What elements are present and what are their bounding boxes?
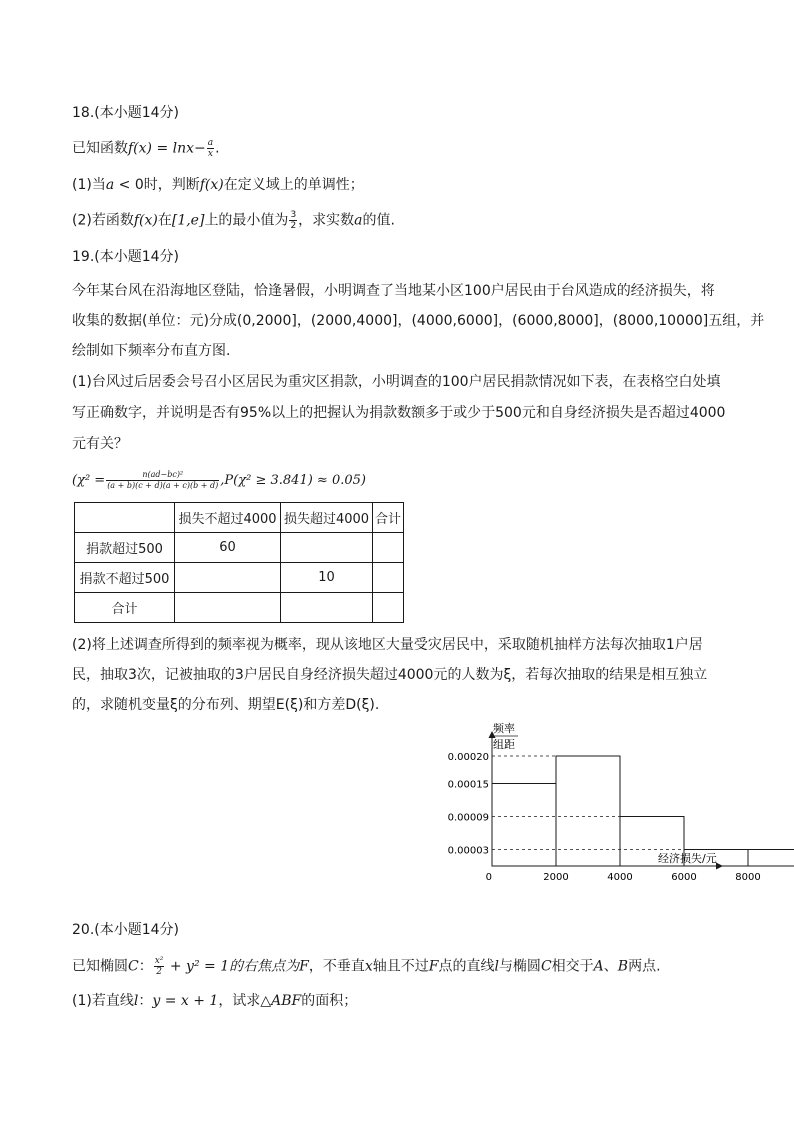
table-cell: 捐款不超过500 (75, 563, 175, 593)
fraction-3-over-2: $\frac{3}{2}$ (290, 210, 297, 231)
table-header-row (75, 503, 404, 533)
q18-part2: (2)若函数f(x)在[1,e]上的最小值为 $\frac{3}{2}$ ，求实数a的值. (72, 210, 395, 231)
histogram-bar (492, 784, 556, 867)
fraction-a-over-x: $\frac{a}{x}$ (207, 138, 214, 159)
x-tick-label: 0 (485, 872, 492, 883)
q19-part1-line3: 元有关？ (72, 436, 128, 452)
chi-square-fraction: $\frac{\text{n(ad−bc)²}}{(a + b)(c + d)(a + c)(b + d)}$ (107, 470, 219, 490)
table-cell (75, 503, 175, 533)
q20-intro: 已知椭圆C： $\frac{\text{x²}}{2}$ + y² = 1的右焦点为F，不垂直x轴且不过F点的直线l与椭圆C相交于A、B两点. (72, 956, 661, 977)
x-tick-label: 2000 (543, 872, 569, 883)
q20-part1: (1)若直线l：y = x + 1，试求△ABF的面积； (72, 993, 358, 1009)
table-cell: 捐款超过500 (75, 533, 175, 563)
q18-part1: (1)当a < 0时，判断f(x)在定义域上的单调性； (72, 177, 364, 193)
table-row (75, 563, 404, 593)
contingency-table (74, 502, 404, 623)
table-cell (175, 593, 281, 623)
table-cell (373, 533, 404, 563)
q19-part2-line3: 的，求随机变量ξ的分布列、期望E(ξ)和方差D(ξ). (72, 697, 380, 713)
y-tick-label: 0.00009 (447, 812, 489, 824)
fraction-x2-over-2: $\frac{\text{x²}}{2}$ (154, 956, 164, 977)
x-tick-label: 6000 (671, 872, 697, 883)
table-cell: 合计 (373, 503, 404, 533)
table-cell (175, 563, 281, 593)
x-tick-label: 8000 (735, 872, 761, 883)
frequency-histogram (440, 718, 761, 890)
q19-part2-line2: 民，抽取3次，记被抽取的3户居民自身经济损失超过4000元的人数为ξ，若每次抽取的结果是相互独立 (72, 667, 708, 683)
table-row (75, 533, 404, 563)
q18-header: 18.(本小题14分) (72, 105, 180, 121)
q19-para1-line1: 今年某台风在沿海地区登陆，恰逢暑假，小明调查了当地某小区100户居民由于台风造成的经济损失，将 (72, 283, 715, 299)
table-cell: 10 (281, 563, 373, 593)
q19-part2-line1: (2)将上述调查所得到的频率视为概率，现从该地区大量受灾居民中，采取随机抽样方法每次抽取1户居 (72, 637, 703, 653)
y-axis-label-top: 频率 (493, 722, 515, 735)
table-cell: 合计 (75, 593, 175, 623)
table-cell (373, 563, 404, 593)
table-row (75, 593, 404, 623)
y-axis-label-bottom: 组距 (493, 738, 515, 751)
q19-part1-line2: 写正确数字，并说明是否有95%以上的把握认为捐款数额多于或少于500元和自身经济损失是否超过4000 (72, 405, 726, 421)
y-tick-label: 0.00003 (447, 845, 489, 857)
chi-square-formula: (χ² = $\frac{\text{n(ad−bc)²}}{(a + b)(c + d)(a + c)(b + d)}$ ,P(χ² ≥ 3.841) ≈ 0.05) (72, 470, 366, 490)
table-cell (373, 593, 404, 623)
q19-part1-line1: (1)台风过后居委会号召小区居民为重灾区捐款，小明调查的100户居民捐款情况如下表，在表格空白处填 (72, 374, 721, 390)
table-cell: 损失超过4000 (281, 503, 373, 533)
q20-header: 20.(本小题14分) (72, 922, 180, 938)
table-cell (281, 533, 373, 563)
q18-intro: 已知函数f(x) = lnx− $\frac{a}{x}$ . (72, 138, 220, 159)
x-axis-label: 经济损失/元 (658, 852, 717, 865)
y-tick-label: 0.00015 (447, 779, 489, 791)
table-cell: 损失不超过4000 (175, 503, 281, 533)
x-tick-label: 4000 (607, 872, 633, 883)
q19-para1-line2: 收集的数据(单位：元)分成(0,2000]，(2000,4000]，(4000,6000]，(6000,8000]，(8000,10000]五组，并 (72, 313, 765, 329)
q19-para1-line3: 绘制如下频率分布直方图. (72, 343, 231, 359)
table-cell: 60 (175, 533, 281, 563)
histogram-marks (448, 752, 794, 883)
table-cell (281, 593, 373, 623)
y-tick-label: 0.00020 (447, 752, 489, 763)
histogram-bar (748, 850, 794, 867)
q19-header: 19.(本小题14分) (72, 249, 180, 265)
